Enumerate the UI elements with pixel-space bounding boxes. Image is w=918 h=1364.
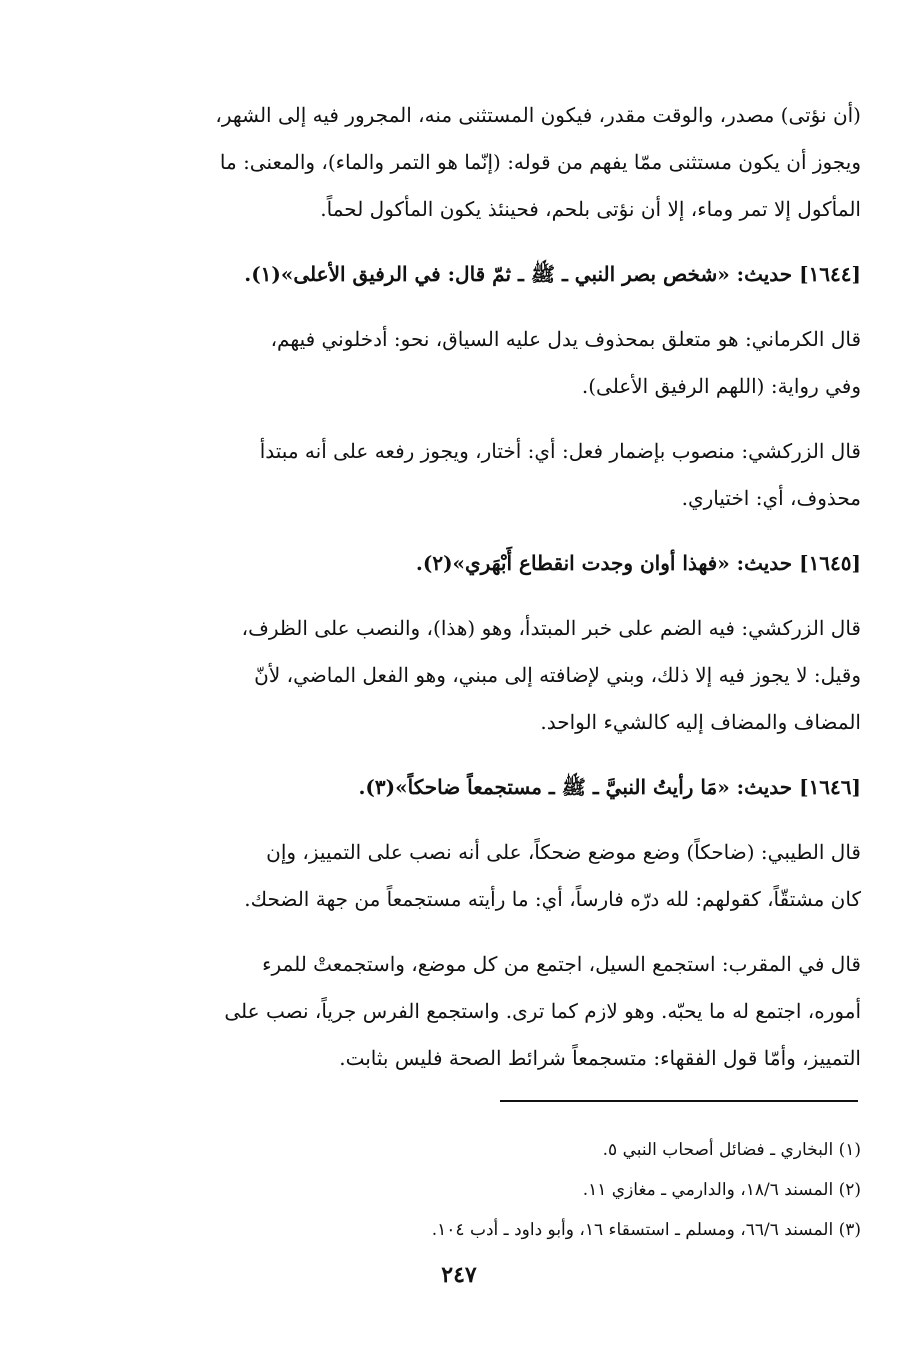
- text-line: المأكول إلا تمر وماء، إلا أن نؤتى بلحم، فحينئذ يكون المأكول لحماً.: [320, 197, 861, 221]
- text-line: قال الزركشي: فيه الضم على خبر المبتدأ، وهو (هذا)، والنصب على الظرف،: [241, 616, 861, 640]
- text-line: التمييز، وأمّا قول الفقهاء: متسجمعاً شرائط الصحة فليس بثابت.: [339, 1046, 861, 1070]
- page-number: ٢٤٧: [441, 1262, 477, 1288]
- text-line: ويجوز أن يكون مستثنى ممّا يفهم من قوله: (إنّما هو التمر والماء)، والمعنى: ما: [219, 150, 861, 174]
- tibi-paragraph: [126, 829, 861, 923]
- text-line: (أن نؤتى) مصدر، والوقت مقدر، فيكون المستثنى منه، المجرور فيه إلى الشهر،: [215, 103, 861, 127]
- footnotes: [126, 1130, 861, 1250]
- footnote-3: (٣) المسند ٦٦/٦، ومسلم ـ استسقاء ١٦، وأبو داود ـ أدب ١٠٤.: [431, 1220, 861, 1240]
- footnote-2: (٢) المسند ١٨/٦، والدارمي ـ مغازي ١١.: [582, 1180, 861, 1200]
- text-line: قال في المقرب: استجمع السيل، اجتمع من كل موضع، واستجمعتْ للمرء: [262, 952, 861, 976]
- hadith-heading-1644: [١٦٤٤] حديث: «شخص بصر النبي ـ ﷺ ـ ثمّ قال: في الرفيق الأعلى»(١).: [244, 262, 861, 286]
- text-line: أموره، اجتمع له ما يحبّه. وهو لازم كما ترى. واستجمع الفرس جرياً، نصب على: [224, 999, 861, 1023]
- zarkashi-paragraph-1: [126, 428, 861, 522]
- hadith-heading-1646: [١٦٤٦] حديث: «مَا رأيتُ النبيَّ ـ ﷺ ـ مستجمعاً ضاحكاً»(٣).: [358, 775, 861, 799]
- zarkashi-paragraph-2: [126, 605, 861, 746]
- mughrib-paragraph: [126, 941, 861, 1082]
- hadith-heading-1645: [١٦٤٥] حديث: «فهذا أوان وجدت انقطاع أَبْهَري»(٢).: [415, 551, 861, 575]
- text-line: وقيل: لا يجوز فيه إلا ذلك، وبني لإضافته إلى مبني، وهو الفعل الماضي، لأنّ: [254, 663, 861, 687]
- text-line: المضاف والمضاف إليه كالشيء الواحد.: [540, 710, 861, 734]
- text-line: قال الزركشي: منصوب بإضمار فعل: أي: أختار، ويجوز رفعه على أنه مبتدأ: [259, 439, 861, 463]
- text-line: وفي رواية: (اللهم الرفيق الأعلى).: [581, 374, 861, 398]
- kirmani-paragraph: [126, 316, 861, 410]
- text-line: قال الكرماني: هو متعلق بمحذوف يدل عليه السياق، نحو: أدخلوني فيهم،: [270, 327, 861, 351]
- intro-paragraph: [126, 92, 861, 233]
- text-line: كان مشتقّاً، كقولهم: لله درّه فارساً، أي: ما رأيته مستجمعاً من جهة الضحك.: [244, 887, 861, 911]
- footnote-1: (١) البخاري ـ فضائل أصحاب النبي ٥.: [602, 1140, 861, 1160]
- page-body: [126, 92, 861, 1082]
- footnote-separator: [500, 1100, 858, 1102]
- text-line: قال الطيبي: (ضاحكاً) وضع موضع ضحكاً، على أنه نصب على التمييز، وإن: [266, 840, 861, 864]
- text-line: محذوف، أي: اختياري.: [681, 486, 861, 510]
